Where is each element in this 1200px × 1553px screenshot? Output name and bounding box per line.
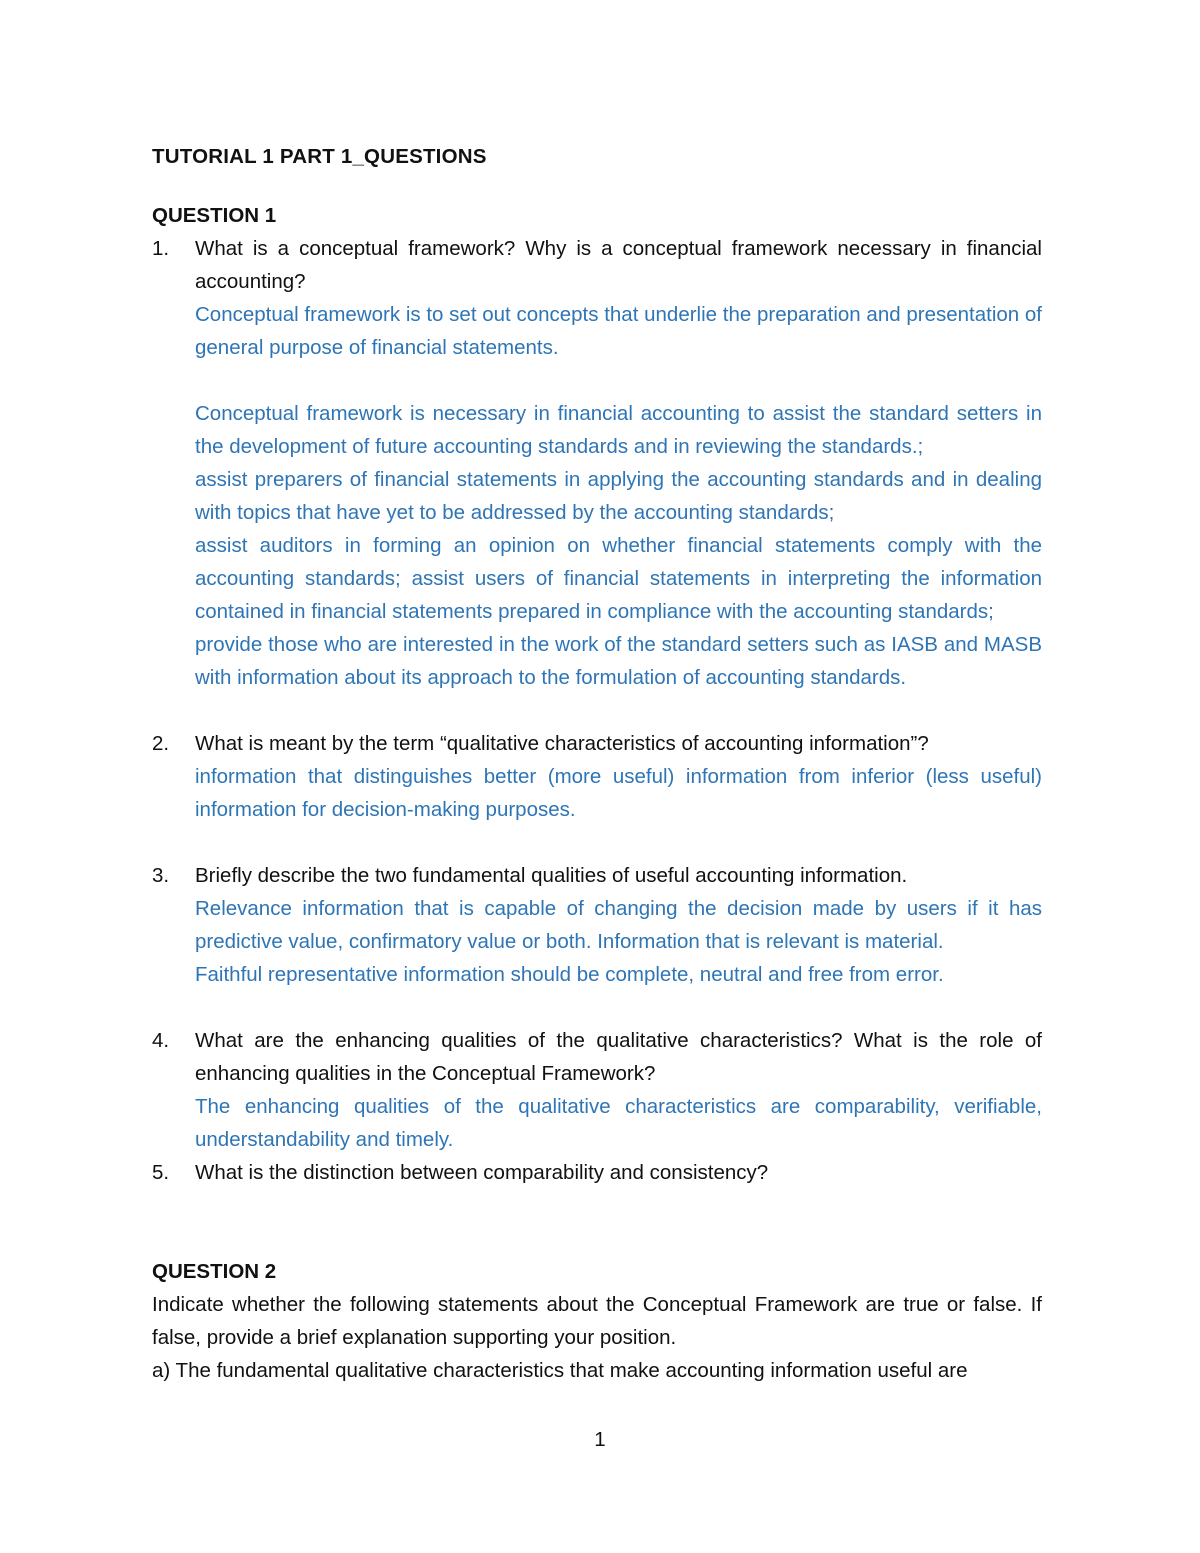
question-text: What is the distinction between comparability and consistency? — [195, 1161, 769, 1184]
question-1-item-4 — [152, 1024, 1042, 1156]
answer-text: The enhancing qualities of the qualitative characteristics are comparability, verifiable, understandability and timely. — [195, 1095, 1042, 1151]
question-1-item-2 — [152, 727, 1042, 826]
question-1-item-1 — [152, 232, 1042, 694]
item-number: 3. — [152, 864, 170, 887]
question-2-heading: QUESTION 2 — [152, 1260, 277, 1283]
question-1-item-5 — [152, 1156, 1042, 1189]
question-1-list — [152, 232, 1042, 1189]
question-text: Briefly describe the two fundamental qualities of useful accounting information. — [195, 864, 908, 887]
answer-text: assist preparers of financial statements in applying the accounting standards and in dealing with topics that have yet to be addressed by the accounting standards; — [195, 468, 1042, 524]
page-number: 1 — [594, 1428, 606, 1451]
blank-line — [152, 991, 1042, 1024]
page-content — [152, 140, 1042, 1387]
question-text: What is a conceptual framework? Why is a conceptual framework necessary in financial accounting? — [195, 237, 1042, 293]
blank-line — [152, 826, 1042, 859]
answer-text: provide those who are interested in the work of the standard setters such as IASB and MASB with information about its approach to the formulation of accounting standards. — [195, 633, 1042, 689]
document-title: TUTORIAL 1 PART 1_QUESTIONS — [152, 145, 487, 168]
question-2-intro: Indicate whether the following statements about the Conceptual Framework are true or false. If false, provide a brief explanation supporting your position. — [152, 1293, 1042, 1349]
blank-line — [152, 694, 1042, 727]
blank-line — [195, 364, 1042, 397]
answer-text: Conceptual framework is necessary in financial accounting to assist the standard setters in the development of future accounting standards and in reviewing the standards.; — [195, 402, 1042, 458]
answer-text: assist auditors in forming an opinion on whether financial statements comply with the accounting standards; assist users of financial statements in interpreting the information contained in financial statements prepared in compliance with the accounting standards; — [195, 534, 1042, 623]
item-number: 2. — [152, 732, 170, 755]
blank-line — [152, 1222, 1042, 1255]
answer-text: Conceptual framework is to set out concepts that underlie the preparation and presentation of general purpose of financial statements. — [195, 303, 1042, 359]
blank-line — [152, 1189, 1042, 1222]
question-2-item-a: a) The fundamental qualitative characteristics that make accounting information useful are — [152, 1359, 968, 1382]
item-number: 4. — [152, 1029, 170, 1052]
item-number: 1. — [152, 237, 170, 260]
question-text: What is meant by the term “qualitative characteristics of accounting information”? — [195, 732, 929, 755]
answer-text: information that distinguishes better (more useful) information from inferior (less useful) information for decision-making purposes. — [195, 765, 1042, 821]
item-number: 5. — [152, 1161, 170, 1184]
question-text: What are the enhancing qualities of the qualitative characteristics? What is the role of enhancing qualities in the Conceptual Framework? — [195, 1029, 1042, 1085]
question-1-heading: QUESTION 1 — [152, 204, 277, 227]
answer-text: Faithful representative information should be complete, neutral and free from error. — [195, 963, 944, 986]
question-1-item-3 — [152, 859, 1042, 991]
answer-text: Relevance information that is capable of changing the decision made by users if it has predictive value, confirmatory value or both. Information that is relevant is material. — [195, 897, 1042, 953]
